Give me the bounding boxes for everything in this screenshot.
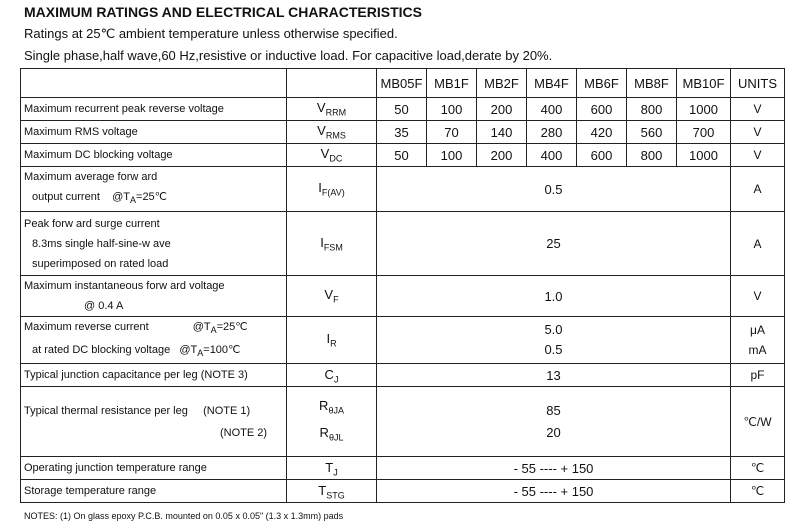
col-header: MB10F (677, 69, 731, 98)
symbol: $V_F$ (287, 276, 377, 317)
value-cell: 700 (677, 121, 731, 144)
units-header: UNITS (731, 69, 785, 98)
param-label: Maximum RMS voltage (21, 121, 287, 144)
ratings-note: Ratings at 25℃ ambient temperature unless otherwise specified. (24, 26, 398, 41)
ratings-table (20, 68, 785, 503)
unit-cell: ℃ (731, 457, 785, 480)
symbol: $T_J$ (287, 457, 377, 480)
symbol: $R_{\theta JA}$ $R_{\theta JL}$ (287, 387, 377, 457)
value-cell: - 55 ---- + 150 (377, 480, 731, 503)
symbol: $I_R$ (287, 317, 377, 364)
value-cell: 200 (477, 144, 527, 167)
col-header: MB6F (577, 69, 627, 98)
value-cell: 600 (577, 98, 627, 121)
unit-cell: ℃/W (731, 387, 785, 457)
symbol: $I_{F(AV)}$ (287, 167, 377, 212)
value-cell: 1000 (677, 98, 731, 121)
table-row (21, 144, 785, 167)
symbol: $V_{RMS}$ (287, 121, 377, 144)
value-cell: 420 (577, 121, 627, 144)
table-row (21, 276, 785, 317)
table-row (21, 457, 785, 480)
unit-cell: ℃ (731, 480, 785, 503)
param-label: Maximum reverse current $@T_A=25℃$ at rated DC blocking voltage $@T_A=100℃$ (21, 317, 287, 364)
unit-cell: μA mA (731, 317, 785, 364)
footnote: NOTES: (1) On glass epoxy P.C.B. mounted on 0.05 x 0.05" (1.3 x 1.3mm) pads (24, 511, 344, 521)
unit-cell: A (731, 167, 785, 212)
param-label: Storage temperature range (21, 480, 287, 503)
table-header-row (21, 69, 785, 98)
value-cell: 1.0 (377, 276, 731, 317)
table-row (21, 98, 785, 121)
unit-cell: V (731, 98, 785, 121)
col-header: MB05F (377, 69, 427, 98)
header-blank-symbol (287, 69, 377, 98)
value-cell: 100 (427, 144, 477, 167)
value-cell: 35 (377, 121, 427, 144)
param-label: Operating junction temperature range (21, 457, 287, 480)
param-label: Typical junction capacitance per leg (NOTE 3) (21, 364, 287, 387)
symbol: $C_J$ (287, 364, 377, 387)
value-cell: 13 (377, 364, 731, 387)
unit-cell: V (731, 121, 785, 144)
param-label: Maximum instantaneous forw ard voltage @ 0.4 A (21, 276, 287, 317)
value-cell: 70 (427, 121, 477, 144)
table-row (21, 167, 785, 212)
param-label: Peak forw ard surge current 8.3ms single half-sine-w ave superimposed on rated load (21, 212, 287, 276)
header-blank-param (21, 69, 287, 98)
table-row (21, 364, 785, 387)
col-header: MB1F (427, 69, 477, 98)
value-cell: 85 20 (377, 387, 731, 457)
value-cell: 800 (627, 144, 677, 167)
table-row (21, 317, 785, 364)
unit-cell: A (731, 212, 785, 276)
table-row (21, 480, 785, 503)
value-cell: 280 (527, 121, 577, 144)
unit-cell: V (731, 276, 785, 317)
param-label: Maximum recurrent peak reverse voltage (21, 98, 287, 121)
load-note: Single phase,half wave,60 Hz,resistive or inductive load. For capacitive load,derate by 20%. (24, 48, 553, 63)
table-row (21, 387, 785, 457)
symbol: $T_{STG}$ (287, 480, 377, 503)
param-label: Typical thermal resistance per leg (NOTE 1) (NOTE 2) (21, 387, 287, 457)
param-label: Maximum average forw ard output current $@T_A=25℃$ (21, 167, 287, 212)
value-cell: 400 (527, 98, 577, 121)
table-row (21, 121, 785, 144)
value-cell: 200 (477, 98, 527, 121)
col-header: MB8F (627, 69, 677, 98)
value-cell: 560 (627, 121, 677, 144)
symbol: $V_{RRM}$ (287, 98, 377, 121)
param-label: Maximum DC blocking voltage (21, 144, 287, 167)
value-cell: 800 (627, 98, 677, 121)
symbol: $I_{FSM}$ (287, 212, 377, 276)
value-cell: 25 (377, 212, 731, 276)
value-cell: 50 (377, 144, 427, 167)
symbol: $V_{DC}$ (287, 144, 377, 167)
value-cell: 50 (377, 98, 427, 121)
value-cell: 140 (477, 121, 527, 144)
value-cell: 1000 (677, 144, 731, 167)
unit-cell: V (731, 144, 785, 167)
table-row (21, 212, 785, 276)
col-header: MB4F (527, 69, 577, 98)
page-title: MAXIMUM RATINGS AND ELECTRICAL CHARACTERISTICS (24, 4, 422, 20)
value-cell: 5.0 0.5 (377, 317, 731, 364)
value-cell: 0.5 (377, 167, 731, 212)
value-cell: 600 (577, 144, 627, 167)
col-header: MB2F (477, 69, 527, 98)
unit-cell: pF (731, 364, 785, 387)
value-cell: - 55 ---- + 150 (377, 457, 731, 480)
value-cell: 100 (427, 98, 477, 121)
value-cell: 400 (527, 144, 577, 167)
